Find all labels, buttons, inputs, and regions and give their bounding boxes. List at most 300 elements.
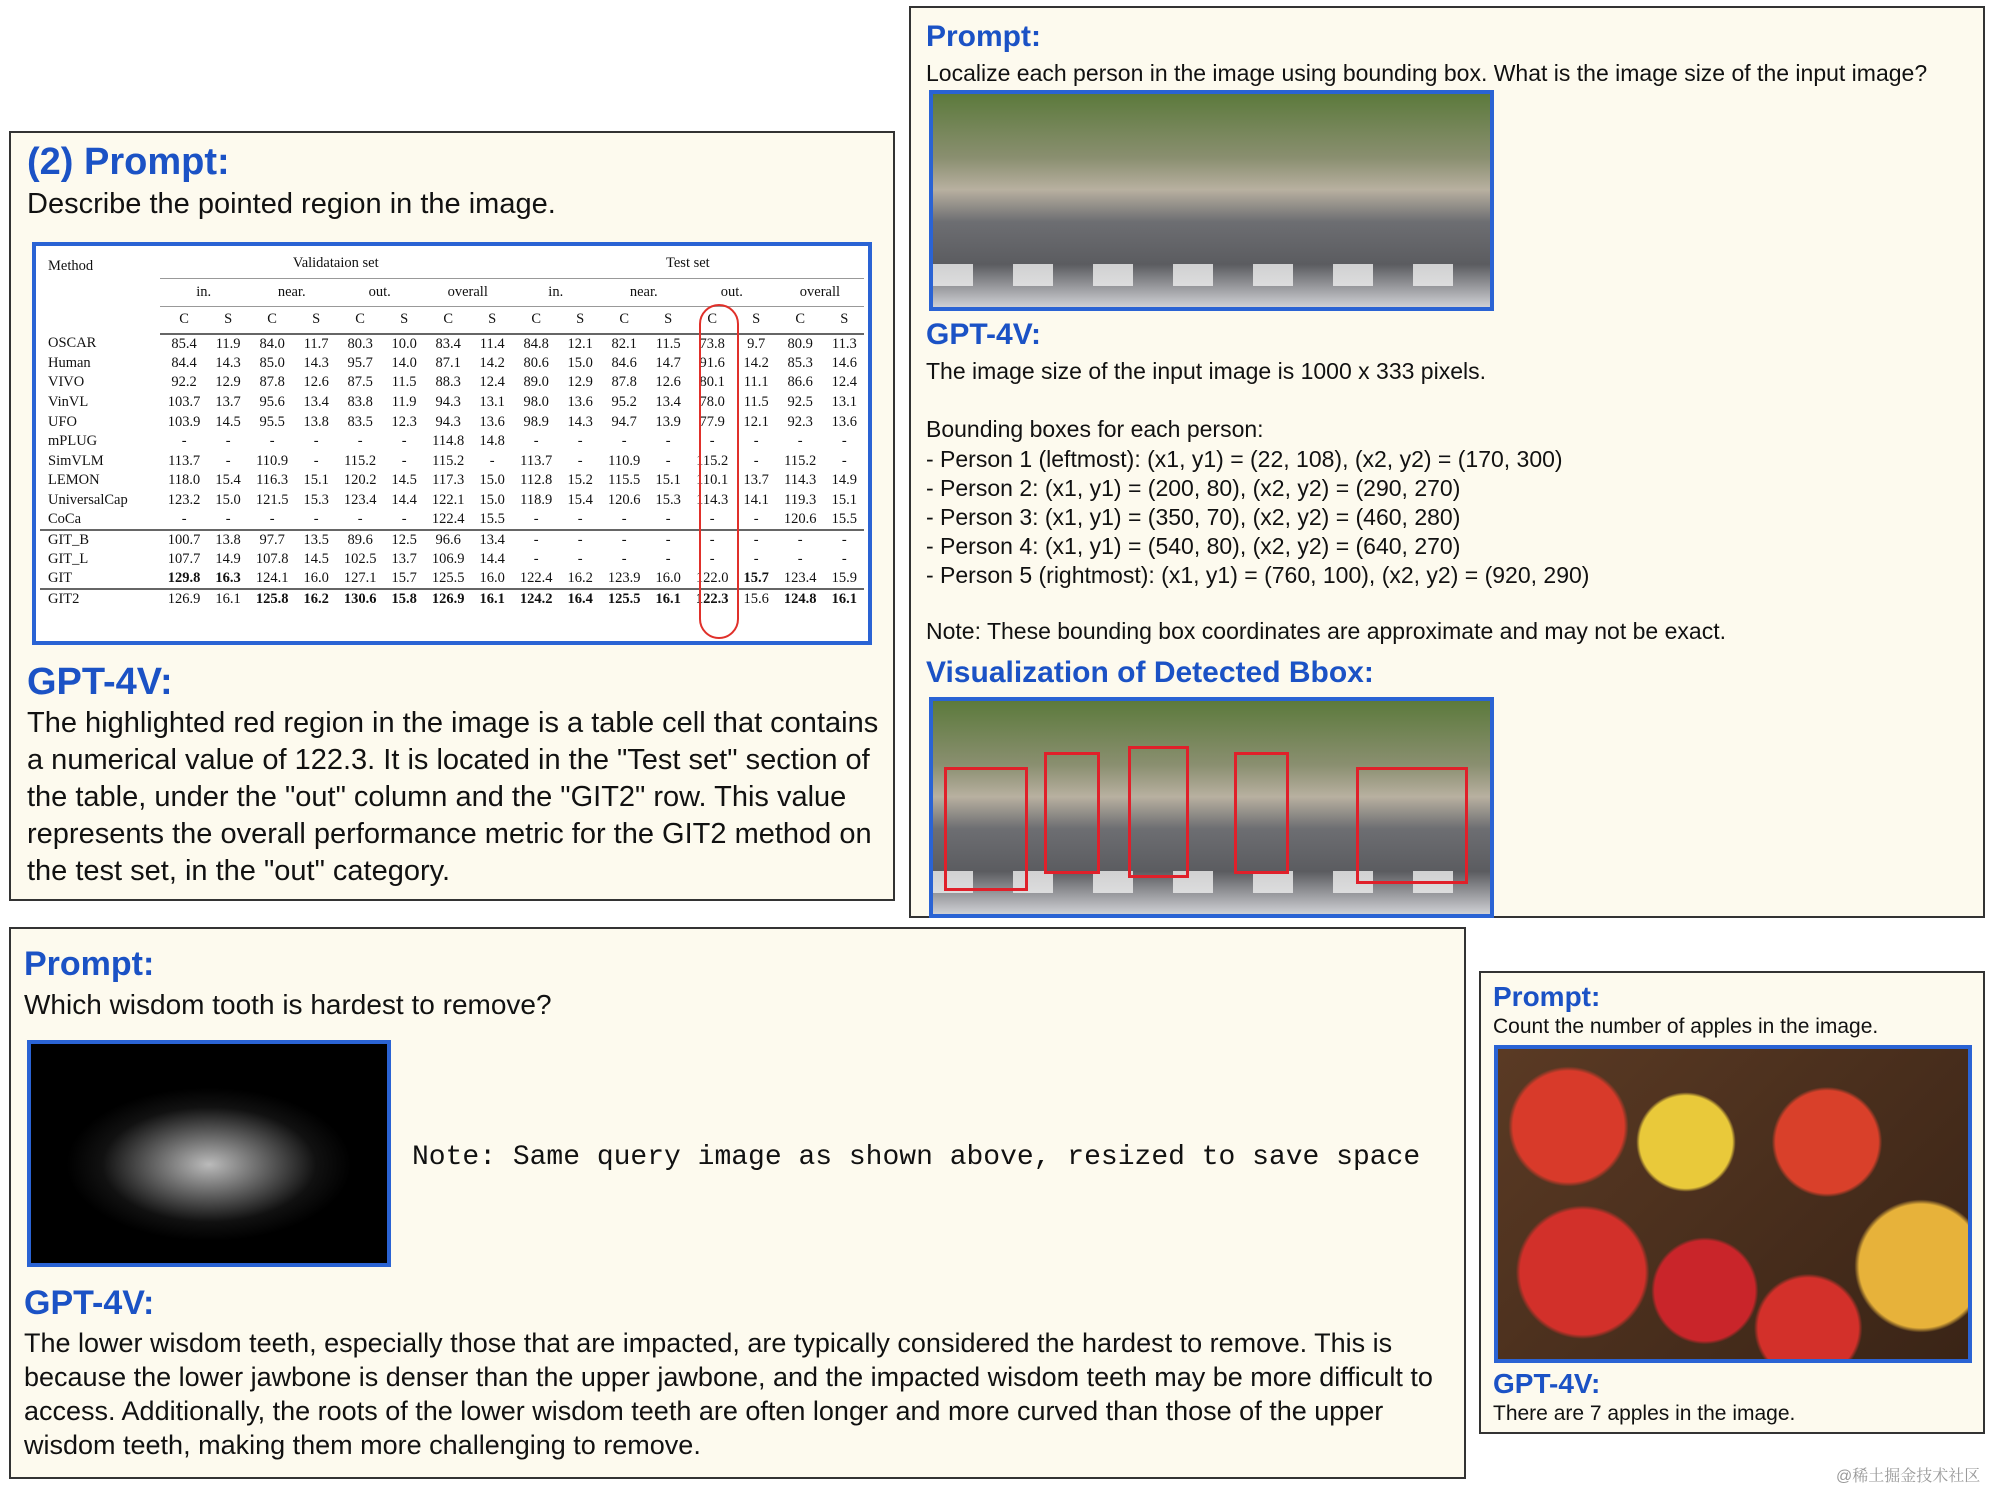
value-cell: 95.6: [259, 394, 285, 411]
value-cell: 98.9: [523, 413, 549, 430]
value-cell: 12.3: [391, 413, 417, 430]
prompt-label: Prompt:: [1493, 981, 1601, 1012]
value-cell: 15.0: [215, 492, 241, 509]
bbox-panel: [909, 6, 1985, 918]
value-cell: 16.2: [567, 569, 593, 586]
value-cell: 120.2: [343, 472, 377, 489]
value-cell: 13.6: [479, 413, 505, 430]
column-header: S: [209, 306, 248, 334]
table-row: [40, 550, 864, 570]
value-cell: -: [577, 550, 583, 567]
prompt-text: Describe the pointed region in the image.: [27, 188, 556, 220]
value-cell: 15.5: [831, 511, 857, 528]
value-cell: -: [600, 530, 649, 550]
value-cell: 10.0: [391, 335, 417, 352]
value-cell: 13.7: [215, 394, 241, 411]
value-cell: 14.2: [479, 354, 505, 371]
value-cell: 12.1: [567, 335, 593, 352]
value-cell: 83.4: [435, 335, 461, 352]
subgroup-header: overall: [424, 278, 512, 306]
method-cell: LEMON: [48, 472, 100, 489]
method-cell: GIT_L: [48, 550, 89, 567]
watermark: @稀土掘金技术社区: [1836, 1468, 1981, 1485]
value-cell: -: [225, 511, 231, 528]
subgroup-header: overall: [776, 278, 864, 306]
column-header: C: [336, 306, 385, 334]
value-cell: 16.0: [479, 569, 505, 586]
value-cell: -: [313, 511, 319, 528]
value-cell: 84.0: [259, 335, 285, 352]
value-cell: 114.8: [432, 433, 465, 450]
value-cell: 122.3: [688, 589, 737, 609]
value-cell: 14.1: [743, 492, 769, 509]
value-cell: 120.6: [607, 492, 641, 509]
value-cell: 94.3: [435, 413, 461, 430]
value-cell: 15.3: [655, 492, 681, 509]
value-cell: -: [401, 511, 407, 528]
prompt-title: (2) Prompt:: [27, 141, 230, 183]
value-cell: 124.2: [512, 589, 561, 609]
method-cell: Human: [48, 354, 91, 371]
value-cell: -: [269, 433, 275, 450]
column-header: S: [561, 306, 600, 334]
value-cell: -: [225, 452, 231, 469]
value-cell: 16.0: [655, 569, 681, 586]
table-row: [40, 393, 864, 413]
value-cell: 87.1: [435, 354, 461, 371]
column-header: C: [600, 306, 649, 334]
value-cell: 15.8: [385, 589, 424, 609]
value-cell: -: [621, 511, 627, 528]
value-cell: 12.1: [743, 413, 769, 430]
value-cell: -: [841, 433, 847, 450]
value-cell: -: [753, 452, 759, 469]
value-cell: -: [181, 433, 187, 450]
value-cell: 95.7: [347, 354, 373, 371]
method-header: Method: [48, 258, 94, 274]
value-cell: -: [665, 511, 671, 528]
method-cell: GIT: [48, 569, 73, 586]
value-cell: -: [512, 530, 561, 550]
bbox-visualization-image: [929, 697, 1494, 918]
value-cell: -: [577, 452, 583, 469]
value-cell: 124.1: [255, 569, 289, 586]
value-cell: 15.7: [743, 569, 769, 586]
value-cell: -: [709, 433, 715, 450]
value-cell: 91.6: [699, 354, 725, 371]
value-cell: 16.3: [215, 569, 241, 586]
value-cell: 125.5: [431, 569, 465, 586]
value-cell: 14.5: [215, 413, 241, 430]
person-bbox-line: - Person 1 (leftmost): (x1, y1) = (22, 108), (x2, y2) = (170, 300): [926, 446, 1563, 472]
value-cell: 16.0: [303, 569, 329, 586]
person-bbox-line: - Person 3: (x1, y1) = (350, 70), (x2, y2) = (460, 280): [926, 504, 1461, 530]
value-cell: -: [401, 433, 407, 450]
value-cell: -: [357, 511, 363, 528]
value-cell: 15.0: [479, 492, 505, 509]
value-cell: -: [577, 433, 583, 450]
value-cell: 95.2: [611, 394, 637, 411]
value-cell: 14.7: [655, 354, 681, 371]
value-cell: 80.3: [347, 335, 373, 352]
value-cell: 85.0: [259, 354, 285, 371]
column-header: S: [825, 306, 864, 334]
bbox-person-3: [1128, 746, 1189, 878]
method-cell: SimVLM: [48, 452, 104, 469]
value-cell: 13.1: [831, 394, 857, 411]
method-cell: CoCa: [48, 511, 82, 528]
visualization-label: Visualization of Detected Bbox:: [926, 656, 1374, 689]
value-cell: 12.4: [479, 374, 505, 391]
table-row: [40, 373, 864, 393]
value-cell: 107.7: [167, 550, 201, 567]
subgroup-header: near.: [248, 278, 336, 306]
value-cell: 14.3: [567, 413, 593, 430]
column-header: C: [512, 306, 561, 334]
method-cell: OSCAR: [48, 335, 97, 352]
value-cell: 15.0: [479, 472, 505, 489]
value-cell: 11.7: [303, 335, 329, 352]
value-cell: 126.9: [424, 589, 473, 609]
person-bbox-line: - Person 2: (x1, y1) = (200, 80), (x2, y2) = (290, 270): [926, 475, 1461, 501]
image-size-text: The image size of the input image is 1000 x 333 pixels.: [926, 358, 1486, 384]
value-cell: 110.9: [256, 452, 289, 469]
bbox-person-5: [1356, 767, 1467, 884]
value-cell: 89.0: [523, 374, 549, 391]
value-cell: 14.4: [391, 492, 417, 509]
value-cell: 14.8: [479, 433, 505, 450]
value-cell: -: [737, 530, 776, 550]
value-cell: -: [225, 433, 231, 450]
column-header: C: [160, 306, 209, 334]
value-cell: 112.8: [520, 472, 553, 489]
value-cell: -: [357, 433, 363, 450]
value-cell: 102.5: [343, 550, 377, 567]
value-cell: -: [181, 511, 187, 528]
answer-label: GPT-4V:: [24, 1284, 155, 1322]
value-cell: 13.6: [831, 413, 857, 430]
table-row: [40, 569, 864, 589]
value-cell: 125.8: [248, 589, 297, 609]
table-row: [40, 334, 864, 354]
value-cell: 88.3: [435, 374, 461, 391]
subgroup-header: near.: [600, 278, 688, 306]
answer-text: There are 7 apples in the image.: [1493, 1402, 1796, 1425]
column-header: S: [737, 306, 776, 334]
results-table: [40, 250, 864, 608]
value-cell: 122.4: [519, 569, 553, 586]
value-cell: 118.9: [520, 492, 553, 509]
street-image: [929, 90, 1494, 311]
value-cell: -: [665, 550, 671, 567]
table-row: [40, 452, 864, 472]
value-cell: -: [753, 433, 759, 450]
value-cell: 13.4: [473, 530, 512, 550]
value-cell: 14.5: [303, 550, 329, 567]
value-cell: 12.9: [215, 374, 241, 391]
value-cell: 103.9: [167, 413, 201, 430]
column-header: C: [424, 306, 473, 334]
value-cell: 13.5: [297, 530, 336, 550]
person-bbox-line: - Person 5 (rightmost): (x1, y1) = (760, 100), (x2, y2) = (920, 290): [926, 562, 1590, 588]
value-cell: 13.4: [655, 394, 681, 411]
value-cell: -: [841, 452, 847, 469]
answer-label: GPT-4V:: [926, 318, 1042, 351]
value-cell: -: [313, 433, 319, 450]
value-cell: 16.1: [473, 589, 512, 609]
value-cell: 87.8: [611, 374, 637, 391]
value-cell: 15.1: [655, 472, 681, 489]
value-cell: 12.6: [655, 374, 681, 391]
bbox-header: Bounding boxes for each person:: [926, 416, 1264, 442]
value-cell: 13.4: [303, 394, 329, 411]
apples-panel: [1479, 971, 1985, 1434]
bbox-person-4: [1234, 752, 1290, 873]
value-cell: -: [709, 550, 715, 567]
value-cell: -: [649, 530, 688, 550]
bbox-person-2: [1044, 752, 1100, 873]
value-cell: 92.3: [787, 413, 813, 430]
value-cell: 118.0: [168, 472, 201, 489]
value-cell: 14.3: [303, 354, 329, 371]
value-cell: 84.6: [611, 354, 637, 371]
value-cell: 80.1: [699, 374, 725, 391]
value-cell: 119.3: [784, 492, 817, 509]
value-cell: -: [753, 550, 759, 567]
value-cell: 125.5: [600, 589, 649, 609]
subgroup-header: in.: [512, 278, 600, 306]
value-cell: 110.9: [608, 452, 641, 469]
value-cell: 123.9: [607, 569, 641, 586]
value-cell: 14.2: [743, 354, 769, 371]
value-cell: 14.4: [479, 550, 505, 567]
value-cell: 115.2: [432, 452, 465, 469]
apples-image: [1494, 1045, 1972, 1363]
value-cell: 16.4: [561, 589, 600, 609]
method-cell: VIVO: [48, 374, 85, 391]
value-cell: 15.6: [737, 589, 776, 609]
value-cell: 94.3: [435, 394, 461, 411]
column-header: C: [688, 306, 737, 334]
value-cell: 84.4: [171, 354, 197, 371]
table-row: [40, 510, 864, 530]
value-cell: 107.8: [255, 550, 289, 567]
value-cell: 85.4: [171, 335, 197, 352]
value-cell: 115.5: [608, 472, 641, 489]
value-cell: 82.1: [611, 335, 637, 352]
subgroup-header: out.: [688, 278, 776, 306]
value-cell: 15.2: [567, 472, 593, 489]
value-cell: 11.9: [215, 335, 241, 352]
value-cell: -: [797, 433, 803, 450]
value-cell: 122.0: [695, 569, 729, 586]
value-cell: 15.4: [215, 472, 241, 489]
value-cell: -: [621, 433, 627, 450]
table-row: [40, 530, 864, 550]
table-row: [40, 471, 864, 491]
value-cell: -: [533, 511, 539, 528]
value-cell: -: [621, 550, 627, 567]
table-row: [40, 354, 864, 374]
answer-label: GPT-4V:: [27, 661, 173, 703]
value-cell: 130.6: [336, 589, 385, 609]
value-cell: 80.6: [523, 354, 549, 371]
value-cell: 126.9: [160, 589, 209, 609]
value-cell: 9.7: [747, 335, 766, 352]
table-row: [40, 432, 864, 452]
column-header: S: [385, 306, 424, 334]
value-cell: -: [561, 530, 600, 550]
value-cell: 13.7: [391, 550, 417, 567]
value-cell: 110.1: [696, 472, 729, 489]
value-cell: 92.5: [787, 394, 813, 411]
table-row: [40, 412, 864, 432]
value-cell: 14.3: [215, 354, 241, 371]
value-cell: 117.3: [432, 472, 465, 489]
value-cell: -: [269, 511, 275, 528]
tooth-panel: [9, 927, 1466, 1479]
value-cell: 92.2: [171, 374, 197, 391]
value-cell: 122.4: [431, 511, 465, 528]
value-cell: 113.7: [520, 452, 553, 469]
value-cell: 13.9: [655, 413, 681, 430]
value-cell: 83.8: [347, 394, 373, 411]
value-cell: -: [533, 550, 539, 567]
value-cell: -: [825, 530, 864, 550]
bbox-person-1: [944, 767, 1028, 891]
value-cell: 16.1: [825, 589, 864, 609]
value-cell: 11.5: [743, 394, 769, 411]
value-cell: 115.2: [344, 452, 377, 469]
value-cell: 83.5: [347, 413, 373, 430]
column-header: C: [248, 306, 297, 334]
prompt-text: Which wisdom tooth is hardest to remove?: [24, 989, 552, 1020]
value-cell: 11.4: [479, 335, 505, 352]
value-cell: 15.0: [567, 354, 593, 371]
value-cell: 11.9: [391, 394, 417, 411]
method-cell: UniversalCap: [48, 492, 128, 509]
value-cell: -: [313, 452, 319, 469]
method-cell: mPLUG: [48, 433, 98, 450]
value-cell: 80.9: [787, 335, 813, 352]
value-cell: 15.3: [303, 492, 329, 509]
value-cell: 16.2: [297, 589, 336, 609]
value-cell: 87.8: [259, 374, 285, 391]
group-header: Test set: [512, 250, 864, 278]
answer-label: GPT-4V:: [1493, 1368, 1601, 1399]
value-cell: 115.2: [696, 452, 729, 469]
value-cell: 106.9: [431, 550, 465, 567]
value-cell: 122.1: [431, 492, 465, 509]
value-cell: -: [533, 433, 539, 450]
value-cell: 86.6: [787, 374, 813, 391]
value-cell: 96.6: [424, 530, 473, 550]
table-panel: [9, 131, 895, 901]
value-cell: 78.0: [699, 394, 725, 411]
value-cell: 15.4: [567, 492, 593, 509]
value-cell: 11.1: [743, 374, 769, 391]
value-cell: -: [665, 433, 671, 450]
value-cell: 116.3: [256, 472, 289, 489]
value-cell: -: [577, 511, 583, 528]
value-cell: 13.8: [303, 413, 329, 430]
subgroup-header: out.: [336, 278, 424, 306]
prompt-text: Localize each person in the image using bounding box. What is the image size of the input image?: [926, 60, 1928, 86]
value-cell: 115.2: [784, 452, 817, 469]
person-bbox-line: - Person 4: (x1, y1) = (540, 80), (x2, y2) = (640, 270): [926, 533, 1461, 559]
value-cell: 12.9: [567, 374, 593, 391]
column-header: S: [649, 306, 688, 334]
value-cell: 11.5: [391, 374, 417, 391]
note-text: Note: These bounding box coordinates are approximate and may not be exact.: [926, 618, 1726, 644]
table-row: [40, 589, 864, 609]
value-cell: 14.9: [215, 550, 241, 567]
value-cell: 15.7: [391, 569, 417, 586]
value-cell: 14.9: [831, 472, 857, 489]
value-cell: -: [665, 452, 671, 469]
value-cell: 89.6: [336, 530, 385, 550]
column-header: S: [297, 306, 336, 334]
value-cell: 77.9: [699, 413, 725, 430]
value-cell: 12.4: [831, 374, 857, 391]
value-cell: -: [709, 511, 715, 528]
method-cell: GIT2: [40, 589, 160, 609]
value-cell: 12.6: [303, 374, 329, 391]
table-row: [40, 491, 864, 511]
prompt-label: Prompt:: [24, 945, 155, 983]
value-cell: 123.4: [783, 569, 817, 586]
value-cell: 127.1: [343, 569, 377, 586]
value-cell: 94.7: [611, 413, 637, 430]
answer-text: The highlighted red region in the image is a table cell that contains a numerical value of 122.3. It is located in the "Test set" section of the table, under the "out" column and the "GIT2" row. This value represents the overall performance metric for the GIT2 method on the test set, in the "out" category.: [27, 707, 879, 887]
value-cell: 14.5: [391, 472, 417, 489]
value-cell: 123.4: [343, 492, 377, 509]
value-cell: 103.7: [167, 394, 201, 411]
value-cell: 13.6: [567, 394, 593, 411]
value-cell: 11.3: [831, 335, 857, 352]
method-cell: UFO: [48, 413, 78, 430]
value-cell: 129.8: [167, 569, 201, 586]
value-cell: -: [489, 452, 495, 469]
value-cell: 15.9: [831, 569, 857, 586]
value-cell: 114.3: [696, 492, 729, 509]
value-cell: 15.5: [479, 511, 505, 528]
value-cell: 14.0: [391, 354, 417, 371]
value-cell: 85.3: [787, 354, 813, 371]
person-list: [926, 445, 1589, 590]
answer-text: The lower wisdom teeth, especially those that are impacted, are typically considered the hardest to remove. This is because the lower jawbone is denser than the upper jawbone, and the impacted wisdom teeth may be more difficult to access. Additionally, the roots of the lower wisdom teeth are often longer and more curved than those of the upper wisdom teeth, making them more challenging to remove.: [24, 1328, 1433, 1460]
table-image: [32, 242, 872, 645]
value-cell: 13.8: [209, 530, 248, 550]
column-header: S: [473, 306, 512, 334]
prompt-text: Count the number of apples in the image.: [1493, 1015, 1879, 1038]
value-cell: 11.5: [655, 335, 681, 352]
column-header: C: [776, 306, 825, 334]
value-cell: -: [776, 530, 825, 550]
subgroup-header: in.: [160, 278, 248, 306]
value-cell: 113.7: [168, 452, 201, 469]
method-cell: VinVL: [48, 394, 89, 411]
value-cell: 123.2: [167, 492, 201, 509]
note-text: Note: Same query image as shown above, resized to save space: [412, 1142, 1421, 1173]
value-cell: -: [797, 550, 803, 567]
value-cell: 13.1: [479, 394, 505, 411]
value-cell: 16.1: [649, 589, 688, 609]
value-cell: 84.8: [523, 335, 549, 352]
value-cell: 15.1: [831, 492, 857, 509]
value-cell: -: [841, 550, 847, 567]
prompt-label: Prompt:: [926, 20, 1041, 53]
